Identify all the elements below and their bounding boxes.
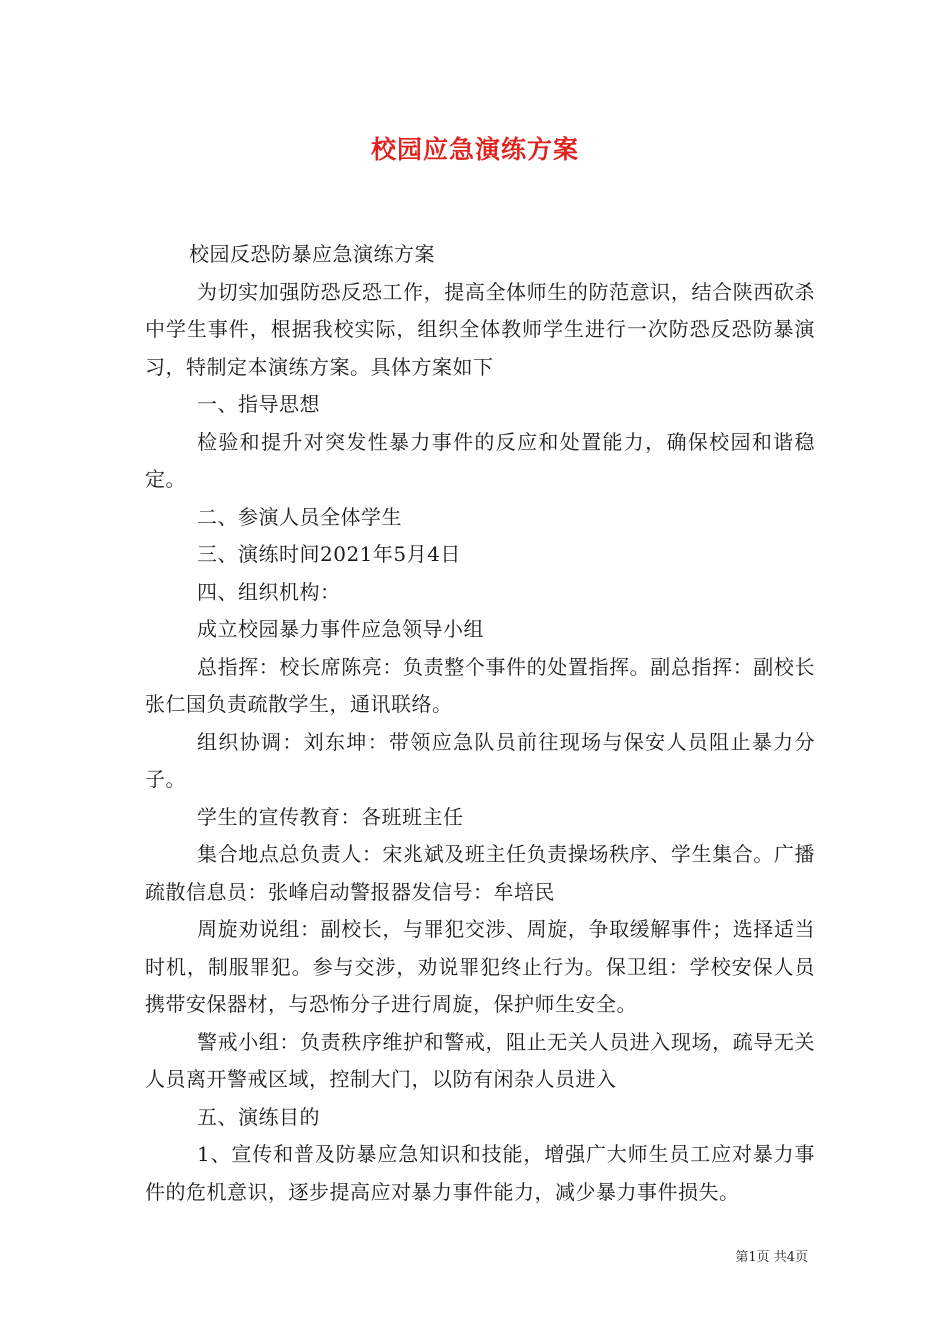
paragraph-negotiation-group: 周旋劝说组：副校长，与罪犯交涉、周旋，争取缓解事件；选择适当时机，制服罪犯。参与交涉，劝说罪犯终止行为。保卫组：学校安保人员携带安保器材，与恐怖分子进行周旋，保护师生安全。 — [145, 917, 815, 1016]
paragraph-commander: 总指挥：校长席陈亮：负责整个事件的处置指挥。副总指挥：副校长张仁国负责疏散学生，通讯联络。 — [145, 654, 815, 716]
paragraph-purpose-1: 1、宣传和普及防暴应急知识和技能，增强广大师生员工应对暴力事件的危机意识，逐步提高应对暴力事件能力，减少暴力事件损失。 — [145, 1142, 815, 1204]
document-title: 校园应急演练方案 — [370, 135, 579, 164]
section-heading-guiding-idea: 一、指导思想 — [197, 392, 320, 416]
paragraph-leadership-group: 成立校园暴力事件应急领导小组 — [197, 617, 484, 641]
document-body — [145, 236, 815, 1211]
paragraph-coordination: 组织协调：刘东坤：带领应急队员前往现场与保安人员阻止暴力分子。 — [145, 729, 815, 791]
paragraph-subtitle: 校园反恐防暴应急演练方案 — [189, 242, 435, 266]
paragraph-guiding-idea: 检验和提升对突发性暴力事件的反应和处置能力，确保校园和谐稳定。 — [145, 429, 815, 491]
paragraph-education: 学生的宣传教育：各班班主任 — [197, 804, 464, 829]
paragraph-guard-group: 警戒小组：负责秩序维护和警戒，阻止无关人员进入现场，疏导无关人员离开警戒区域，控制大门，以防有闲杂人员进入 — [145, 1029, 815, 1091]
section-heading-drill-purpose: 五、演练目的 — [197, 1104, 320, 1129]
paragraph-intro: 为切实加强防恐反恐工作，提高全体师生的防范意识，结合陕西砍杀中学生事件，根据我校实际，组织全体教师学生进行一次防恐反恐防暴演习，特制定本演练方案。具体方案如下 — [145, 279, 815, 379]
section-heading-drill-time: 三、演练时间2021年5月4日 — [197, 542, 461, 566]
section-heading-participants: 二、参演人员全体学生 — [197, 504, 402, 529]
page-number: 第1页 共4页 — [735, 1250, 808, 1265]
paragraph-assembly: 集合地点总负责人：宋兆斌及班主任负责操场秩序、学生集合。广播疏散信息员：张峰启动警报器发信号：牟培民 — [145, 842, 815, 904]
section-heading-organization: 四、组织机构： — [197, 579, 341, 604]
